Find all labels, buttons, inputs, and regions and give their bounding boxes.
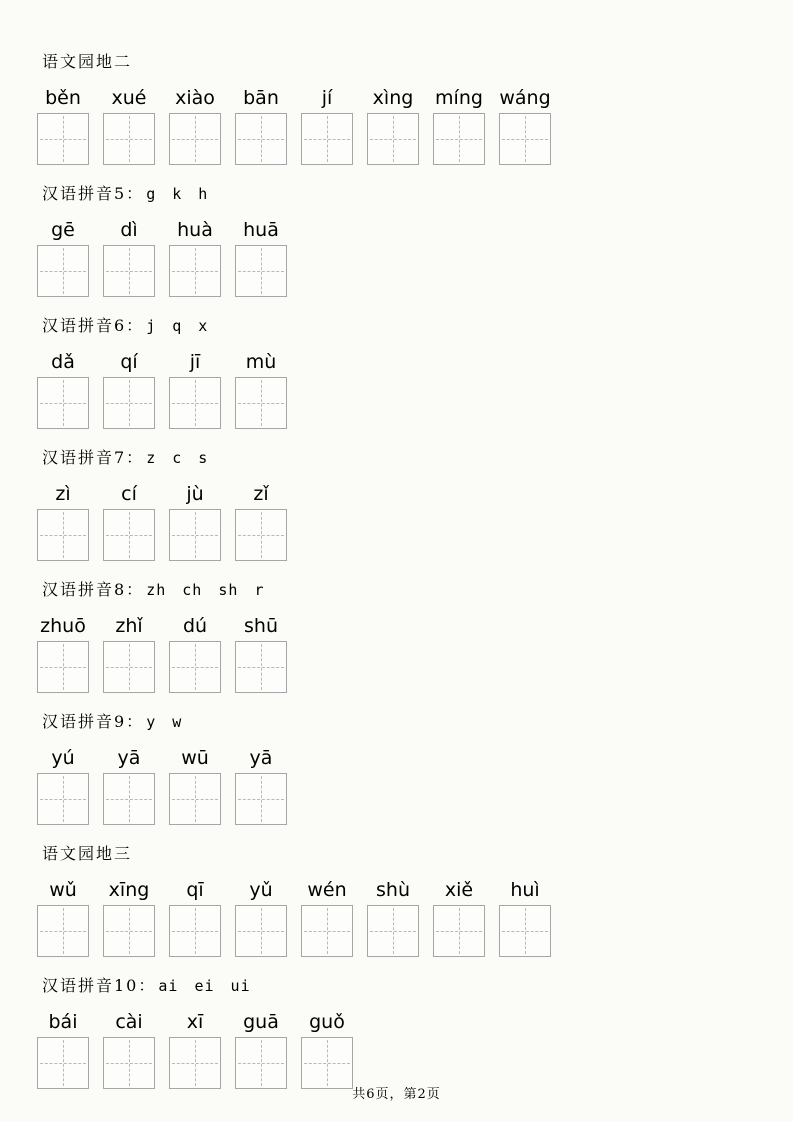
page-number-footer: 共6页，第2页 [352,1087,441,1102]
pinyin-label: mù [245,351,277,373]
horizontal-guide-line [172,403,218,404]
practice-cell [103,746,155,825]
pinyin-label: jī [189,351,201,373]
horizontal-guide-line [238,403,284,404]
pinyin-label: bái [48,1011,78,1033]
pinyin-label: zì [55,483,71,505]
practice-cell [235,878,287,957]
tianzige-writing-box [169,1037,221,1089]
tianzige-writing-box [235,377,287,429]
practice-cell-row [37,746,793,825]
horizontal-guide-line [172,271,218,272]
section-heading [42,846,793,862]
tianzige-writing-box [37,1037,89,1089]
practice-cell-row [37,482,793,561]
heading-pinyin-letters: g k h [146,185,209,203]
tianzige-writing-box [235,773,287,825]
tianzige-writing-box [499,905,551,957]
section-heading [42,978,793,994]
tianzige-writing-box [433,905,485,957]
pinyin-label: jù [186,483,204,505]
pinyin-label: xīng [108,879,150,901]
practice-cell [301,878,353,957]
tianzige-writing-box [37,905,89,957]
pinyin-label: shù [376,879,410,901]
practice-cell [301,1010,353,1089]
horizontal-guide-line [40,535,86,536]
tianzige-writing-box [433,113,485,165]
practice-cell-row [37,1010,793,1089]
tianzige-writing-box [301,905,353,957]
pinyin-label: běn [45,87,81,109]
heading-pinyin-letters: zh ch sh r [146,581,265,599]
horizontal-guide-line [106,535,152,536]
horizontal-guide-line [40,1063,86,1064]
tianzige-writing-box [103,245,155,297]
heading-pinyin-letters: ai ei ui [158,977,251,995]
practice-cell [37,1010,89,1089]
tianzige-writing-box [103,377,155,429]
practice-cell [103,878,155,957]
practice-cell [169,350,221,429]
practice-cell [103,614,155,693]
horizontal-guide-line [172,799,218,800]
practice-cell [301,86,353,165]
horizontal-guide-line [40,139,86,140]
practice-cell [499,878,551,957]
section-heading [42,582,793,598]
heading-pinyin-letters: j q x [146,317,209,335]
practice-cell [499,86,551,165]
section-heading [42,186,793,202]
practice-cell-row [37,614,793,693]
pinyin-label: yā [117,747,141,769]
section-heading [42,714,793,730]
pinyin-label: yā [249,747,273,769]
practice-cell [37,746,89,825]
practice-cell [103,1010,155,1089]
worksheet-section [37,582,793,693]
horizontal-guide-line [304,931,350,932]
practice-cell [169,746,221,825]
pinyin-label: jí [321,87,333,109]
pinyin-label: guǒ [309,1011,345,1033]
practice-cell [235,1010,287,1089]
heading-chinese-text: 汉语拼音8： [42,580,145,599]
tianzige-writing-box [235,113,287,165]
pinyin-label: cài [115,1011,143,1033]
pinyin-label: qí [120,351,138,373]
tianzige-writing-box [169,773,221,825]
tianzige-writing-box [37,773,89,825]
practice-cell-row [37,86,793,165]
horizontal-guide-line [106,931,152,932]
horizontal-guide-line [502,139,548,140]
horizontal-guide-line [172,535,218,536]
sections-container [37,54,793,1089]
horizontal-guide-line [172,139,218,140]
section-heading [42,450,793,466]
practice-cell [235,746,287,825]
pinyin-label: wén [307,879,347,901]
worksheet-section [37,714,793,825]
pinyin-label: xiě [444,879,474,901]
tianzige-writing-box [103,641,155,693]
horizontal-guide-line [106,403,152,404]
tianzige-writing-box [235,509,287,561]
practice-cell [235,482,287,561]
pinyin-label: wū [181,747,209,769]
practice-cell [169,1010,221,1089]
horizontal-guide-line [436,139,482,140]
practice-cell [169,218,221,297]
tianzige-writing-box [169,245,221,297]
pinyin-label: wáng [499,87,551,109]
tianzige-writing-box [103,905,155,957]
practice-cell-row [37,218,793,297]
practice-cell [103,86,155,165]
tianzige-writing-box [235,905,287,957]
tianzige-writing-box [103,773,155,825]
pinyin-label: xìng [372,87,414,109]
pinyin-label: zhuō [40,615,86,637]
horizontal-guide-line [238,535,284,536]
tianzige-writing-box [103,1037,155,1089]
worksheet-section [37,54,793,165]
heading-pinyin-letters: y w [146,713,183,731]
pinyin-label: zǐ [253,483,269,505]
practice-cell [103,350,155,429]
horizontal-guide-line [370,139,416,140]
horizontal-guide-line [40,667,86,668]
horizontal-guide-line [238,139,284,140]
tianzige-writing-box [169,905,221,957]
worksheet-section [37,318,793,429]
tianzige-writing-box [235,1037,287,1089]
tianzige-writing-box [37,641,89,693]
horizontal-guide-line [40,799,86,800]
horizontal-guide-line [370,931,416,932]
pinyin-label: xué [111,87,147,109]
practice-cell [367,878,419,957]
heading-chinese-text: 语文园地二 [42,52,133,71]
pinyin-label: míng [435,87,483,109]
pinyin-label: huà [177,219,213,241]
horizontal-guide-line [436,931,482,932]
practice-cell [103,482,155,561]
pinyin-label: yǔ [249,879,273,901]
tianzige-writing-box [103,113,155,165]
heading-chinese-text: 汉语拼音5： [42,184,145,203]
worksheet-section [37,450,793,561]
worksheet-section [37,978,793,1089]
heading-chinese-text: 汉语拼音7： [42,448,145,467]
pinyin-label: dǎ [51,351,75,373]
practice-cell-row [37,878,793,957]
horizontal-guide-line [238,1063,284,1064]
horizontal-guide-line [238,931,284,932]
practice-cell [169,614,221,693]
heading-chinese-text: 语文园地三 [42,844,133,863]
practice-cell [169,878,221,957]
horizontal-guide-line [40,271,86,272]
pinyin-label: xī [186,1011,204,1033]
pinyin-label: guā [243,1011,279,1033]
section-heading [42,318,793,334]
practice-cell [169,86,221,165]
horizontal-guide-line [172,931,218,932]
practice-cell [37,482,89,561]
pinyin-label: cí [121,483,137,505]
practice-cell [235,86,287,165]
pinyin-label: wǔ [49,879,77,901]
worksheet-section [37,186,793,297]
horizontal-guide-line [106,1063,152,1064]
pinyin-label: qī [186,879,204,901]
pinyin-label: bān [243,87,279,109]
practice-cell [37,878,89,957]
horizontal-guide-line [238,667,284,668]
practice-cell [37,350,89,429]
heading-chinese-text: 汉语拼音9： [42,712,145,731]
horizontal-guide-line [106,667,152,668]
practice-cell [433,878,485,957]
practice-cell [367,86,419,165]
tianzige-writing-box [37,509,89,561]
horizontal-guide-line [304,1063,350,1064]
tianzige-writing-box [235,245,287,297]
horizontal-guide-line [106,271,152,272]
practice-cell [103,218,155,297]
pinyin-label: zhǐ [115,615,143,637]
tianzige-writing-box [367,905,419,957]
tianzige-writing-box [499,113,551,165]
pinyin-label: shū [244,615,278,637]
tianzige-writing-box [169,113,221,165]
tianzige-writing-box [103,509,155,561]
heading-chinese-text: 汉语拼音6： [42,316,145,335]
pinyin-label: huā [243,219,279,241]
practice-cell [235,218,287,297]
pinyin-label: xiào [175,87,215,109]
horizontal-guide-line [172,667,218,668]
pinyin-label: gē [51,219,75,241]
tianzige-writing-box [169,377,221,429]
tianzige-writing-box [37,377,89,429]
tianzige-writing-box [169,509,221,561]
tianzige-writing-box [37,113,89,165]
horizontal-guide-line [40,403,86,404]
heading-chinese-text: 汉语拼音10： [42,976,157,995]
pinyin-label: huì [510,879,540,901]
horizontal-guide-line [106,799,152,800]
horizontal-guide-line [172,1063,218,1064]
practice-cell [235,614,287,693]
practice-cell-row [37,350,793,429]
practice-cell [37,218,89,297]
pinyin-label: yú [51,747,75,769]
practice-cell [235,350,287,429]
pinyin-label: dú [182,615,208,637]
horizontal-guide-line [304,139,350,140]
tianzige-writing-box [367,113,419,165]
section-heading [42,54,793,70]
horizontal-guide-line [238,799,284,800]
horizontal-guide-line [502,931,548,932]
horizontal-guide-line [40,931,86,932]
tianzige-writing-box [37,245,89,297]
tianzige-writing-box [301,113,353,165]
practice-cell [37,86,89,165]
horizontal-guide-line [238,271,284,272]
heading-pinyin-letters: z c s [146,449,209,467]
horizontal-guide-line [106,139,152,140]
pinyin-label: dì [120,219,138,241]
practice-cell [37,614,89,693]
practice-cell [433,86,485,165]
tianzige-writing-box [169,641,221,693]
tianzige-writing-box [301,1037,353,1089]
worksheet-section [37,846,793,957]
tianzige-writing-box [235,641,287,693]
practice-cell [169,482,221,561]
